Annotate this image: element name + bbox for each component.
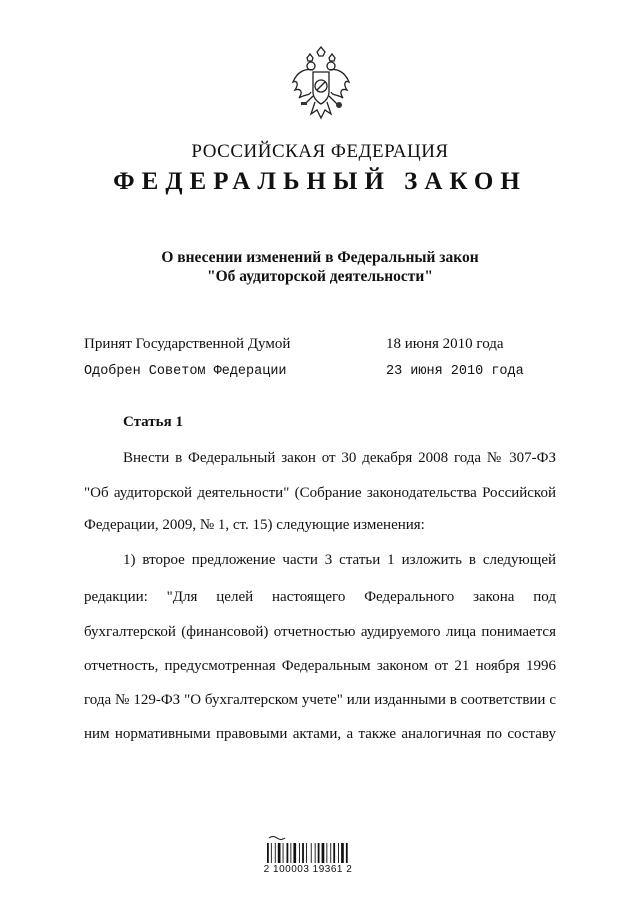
barcode-bar <box>341 843 344 863</box>
barcode-bar <box>275 843 276 863</box>
barcode-bar <box>333 843 335 863</box>
article-line: отчетность, предусмотренная Федеральным законом от 21 ноября 1996 <box>84 658 556 674</box>
barcode-bar <box>287 843 289 863</box>
barcode-bar <box>278 843 281 863</box>
barcode-bar <box>311 843 312 863</box>
barcode-bar <box>283 843 284 863</box>
barcode-number: 2 100003 19361 2 <box>263 864 353 875</box>
law-title-line: О внесении изменений в Федеральный закон <box>161 249 479 266</box>
barcode-bar <box>318 843 320 863</box>
law-title <box>0 248 640 286</box>
article-line: Федерации, 2009, № 1, ст. 15) следующие изменения: <box>84 517 425 533</box>
coat-of-arms-icon <box>289 46 353 124</box>
country-name: РОССИЙСКАЯ ФЕДЕРАЦИЯ <box>191 141 449 162</box>
barcode-bar <box>293 843 296 863</box>
adoption-label: Принят Государственной Думой <box>84 336 291 352</box>
barcode-bar <box>326 843 327 863</box>
article-line: Внести в Федеральный закон от 30 декабря 2008 года № 307-ФЗ <box>123 450 556 466</box>
barcode-bar <box>330 843 331 863</box>
article-heading: Статья 1 <box>123 414 183 430</box>
barcode-bar <box>322 843 325 863</box>
adoption-date: 18 июня 2010 года <box>386 336 504 352</box>
adoption-label: Одобрен Советом Федерации <box>84 364 287 379</box>
barcode-bar <box>338 843 339 863</box>
law-type: ФЕДЕРАЛЬНЫЙ ЗАКОН <box>113 168 527 195</box>
barcode-bar <box>299 843 300 863</box>
barcode-bar <box>346 843 348 863</box>
article-line: года № 129-ФЗ "О бухгалтерском учете" или изданными в соответствии с <box>84 692 556 708</box>
law-title-line: "Об аудиторской деятельности" <box>207 268 433 285</box>
article-line: ним нормативными правовыми актами, а также аналогичная по составу <box>84 726 556 742</box>
barcode-bar <box>267 843 269 863</box>
barcode-bar <box>302 843 304 863</box>
adoption-date: 23 июня 2010 года <box>386 364 524 379</box>
barcode-bar <box>271 843 272 863</box>
barcode-bar <box>290 843 291 863</box>
article-line: 1) второе предложение части 3 статьи 1 изложить в следующей <box>123 552 556 568</box>
barcode-bar <box>306 843 307 863</box>
barcode-bar <box>315 843 316 863</box>
article-line: бухгалтерской (финансовой) отчетностью аудируемого лица понимается <box>84 624 556 640</box>
article-line: "Об аудиторской деятельности" (Собрание законодательства Российской <box>84 485 556 501</box>
article-line: редакции: "Для целей настоящего Федерального закона под <box>84 589 556 605</box>
